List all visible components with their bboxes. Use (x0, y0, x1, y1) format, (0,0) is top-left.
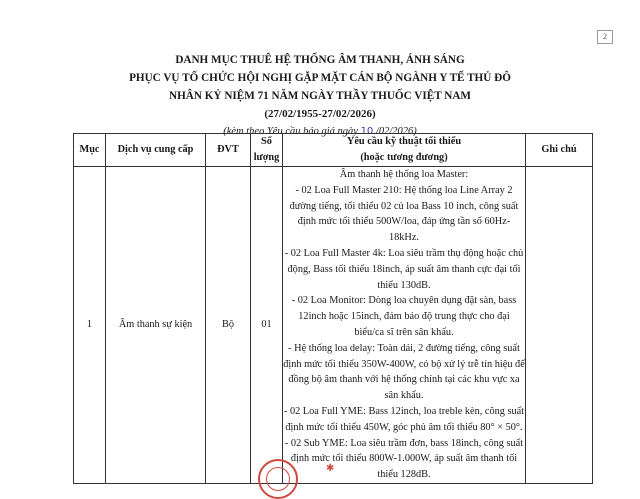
table-header-row (74, 134, 593, 167)
official-seal (258, 459, 298, 499)
document-header (0, 51, 640, 141)
requirement-line: - 02 Loa Full YME: Bass 12inch, loa treble kèn, công suất định mức tối thiểu 450W, góc phủ âm tối thiểu 80° × 50°. (283, 405, 525, 433)
requirement-line: - 02 Loa Monitor: Dòng loa chuyên dụng đặt sàn, bass 12inch hoặc 15inch, đảm bảo độ trung thực cho đại biểu/ca sĩ trên sân khấu. (291, 295, 517, 338)
title-line-3: NHÂN KỶ NIỆM 71 NĂM NGÀY THẦY THUỐC VIỆT NAM (169, 90, 471, 102)
header-stt: Mục (74, 134, 106, 167)
header-service: Dịch vụ cung cấp (106, 134, 206, 167)
cell-requirements (283, 167, 526, 484)
cell-note (526, 167, 593, 484)
seal-inner-ring (266, 467, 290, 491)
table-row (74, 167, 593, 484)
header-requirements (283, 134, 526, 167)
title-line-2: PHỤC VỤ TỔ CHỨC HỘI NGHỊ GẶP MẶT CÁN BỘ NGÀNH Y TẾ THỦ ĐÔ (129, 72, 511, 84)
header-qty-line-1: Số (261, 136, 272, 147)
requirement-line: - Hệ thống loa delay: Toàn dải, 2 đường tiếng, công suất định mức tối thiểu 350W-400W, có bộ xử lý trễ tín hiệu để đồng bộ âm thanh với hệ thống chính tại các khu vực xa sân khấu. (283, 342, 525, 402)
cell-service: Âm thanh sự kiện (106, 167, 206, 484)
header-qty (251, 134, 283, 167)
seal-mark-icon: ✱ (326, 463, 335, 474)
requirement-line: - 02 Loa Full Master 210: Hệ thống loa Line Array 2 đường tiếng, tối thiểu 02 củ loa Bass 10 inch, công suất định mức tối thiểu 500W/loa, đáp ứng tần số 60Hz-18kHz. (289, 184, 519, 244)
requirement-line: - 02 Loa Full Master 4k: Loa siêu trầm thụ động hoặc chủ động, Bass tối thiểu 18inch, áp suất âm thanh cực đại tối thiểu 130dB. (284, 247, 524, 291)
requirements-table (73, 133, 593, 484)
cell-qty: 01 (251, 167, 283, 484)
header-req-line-1: Yêu cầu kỹ thuật tối thiểu (346, 136, 462, 147)
page-number: 2 (597, 30, 613, 44)
header-note: Ghi chú (526, 134, 593, 167)
requirement-line: - 02 Sub YME: Loa siêu trầm đơn, bass 18inch, công suất định mức tối thiểu 800W-1.000W, áp suất âm thanh tối thiểu 128dB. (284, 437, 524, 481)
anniversary-dates: (27/02/1955-27/02/2026) (264, 108, 376, 120)
title-line-1: DANH MỤC THUÊ HỆ THỐNG ÂM THANH, ÁNH SÁNG (175, 54, 465, 66)
attachment-note-suffix: /02/2026) (373, 126, 417, 137)
header-qty-line-2: lượng (253, 152, 280, 163)
cell-stt: 1 (74, 167, 106, 484)
attachment-note-prefix: (kèm theo Yêu cầu báo giá ngày (223, 126, 361, 137)
cell-unit: Bộ (206, 167, 251, 484)
header-unit: ĐVT (206, 134, 251, 167)
header-req-line-2: (hoặc tương đương) (360, 152, 448, 163)
requirement-line: Âm thanh hệ thống loa Master: (339, 169, 469, 180)
handwritten-day: 10 (360, 126, 374, 137)
